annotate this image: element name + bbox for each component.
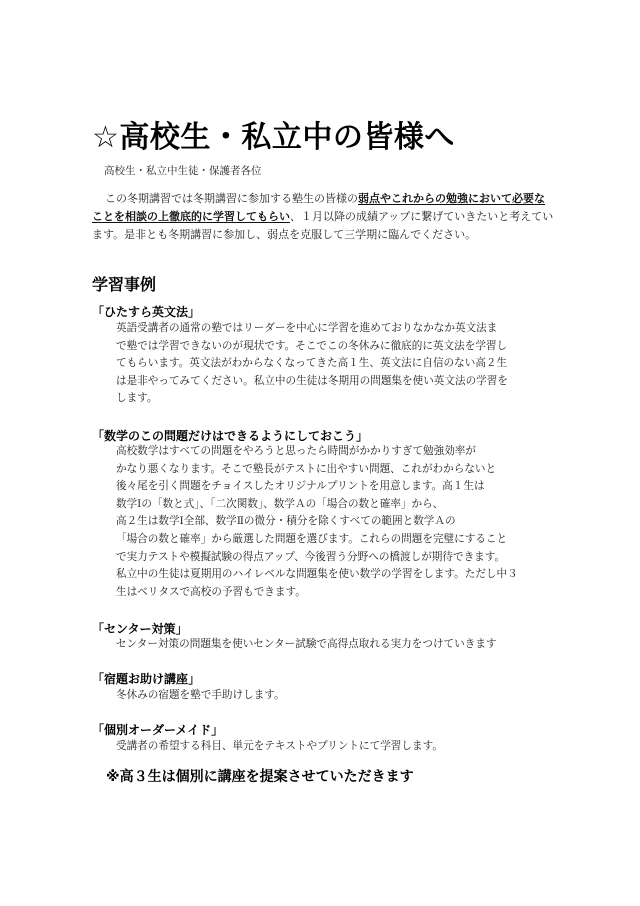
- case-body-homework-help: [116, 687, 556, 705]
- case-line: 数学Ⅰの「数と式」、「二次関数」、数学Ａの「場合の数と確率」から、: [116, 497, 444, 510]
- case-body-center-exam: [116, 636, 556, 654]
- case-line: で実力テストや模擬試験の得点アップ、今後習う分野への橋渡しが期待できます。: [116, 550, 506, 563]
- case-line: 受講者の希望する科目、単元をテキストやプリントにて学習します。: [116, 740, 443, 752]
- case-body-custom-order: [116, 738, 556, 756]
- case-line: センター対策の問題集を使いセンター試験で高得点取れる実力をつけていきます: [116, 638, 497, 650]
- case-title-center-exam: 「センター対策」: [92, 622, 188, 636]
- case-line: で塾では学習できないのが現状です。そこでこの冬休みに徹底的に英文法を学習し: [116, 339, 508, 352]
- case-line: かなり悪くなります。そこで塾長がテストに出やすい問題、これがわからないと: [116, 462, 497, 475]
- case-line: てもらいます。英文法がわからなくなってきた高１生、英文法に自信のない高２生: [116, 357, 508, 370]
- case-title-custom-order: 「個別オーダーメイド」: [92, 723, 224, 737]
- case-body-english-grammar: [116, 320, 556, 408]
- case-line: 後々尾を引く問題をチョイスしたオリジナルプリントを用意します。高１生は: [116, 480, 485, 493]
- case-line: 英語受講者の通常の塾ではリーダーを中心に学習を進めておりなかなか英文法ま: [116, 322, 498, 334]
- case-body-math: [116, 443, 556, 601]
- addressee-line: 高校生・私立中生徒・保護者各位: [104, 165, 262, 177]
- case-title-math: 「数学のこの問題だけはできるようにしておこう」: [92, 429, 369, 443]
- case-line: 「場合の数と確率」から厳選した問題を選びます。これらの問題を完璧にすること: [116, 532, 508, 545]
- case-title-english-grammar: 「ひたすら英文法」: [92, 305, 201, 319]
- case-line: 冬休みの宿題を塾で手助けします。: [116, 689, 285, 701]
- intro-paragraph: [92, 190, 554, 243]
- case-line: 私立中の生徒は夏期用のハイレベルな問題集を使い数学の学習をします。ただし中３: [116, 568, 518, 581]
- case-line: 高校数学はすべての問題をやろうと思ったら時間がかかりすぎて勉強効率が: [116, 445, 476, 457]
- section-heading-study-examples: 学習事例: [92, 275, 157, 294]
- intro-emphasis: 弱点やこれからの勉強において必要なことを相談の上徹底的に学習してもらい: [92, 192, 545, 223]
- case-line: は是非やってみてください。私立中の生徒は冬期用の問題集を使い英文法の学習を: [116, 374, 508, 387]
- closing-note: ※高３生は個別に講座を提案させていただきます: [106, 769, 414, 785]
- page-title: ☆高校生・私立中の皆様へ: [92, 120, 455, 155]
- intro-text-after: 、１月以降の成績アップに繋げていきたいと考えています。是非とも冬期講習に参加し、弱点を克服して三学期に臨んでください。: [92, 209, 554, 241]
- case-line: します。: [116, 392, 158, 405]
- case-line: 生はベリタスで高校の予習もできます。: [116, 585, 306, 598]
- intro-text-before: この冬期講習では冬期講習に参加する塾生の皆様の: [105, 192, 358, 205]
- case-line: 高２生は数学Ⅰ全部、数学Ⅱの微分・積分を除くすべての範囲と数学Ａの: [116, 515, 456, 528]
- case-title-homework-help: 「宿題お助け講座」: [92, 672, 201, 686]
